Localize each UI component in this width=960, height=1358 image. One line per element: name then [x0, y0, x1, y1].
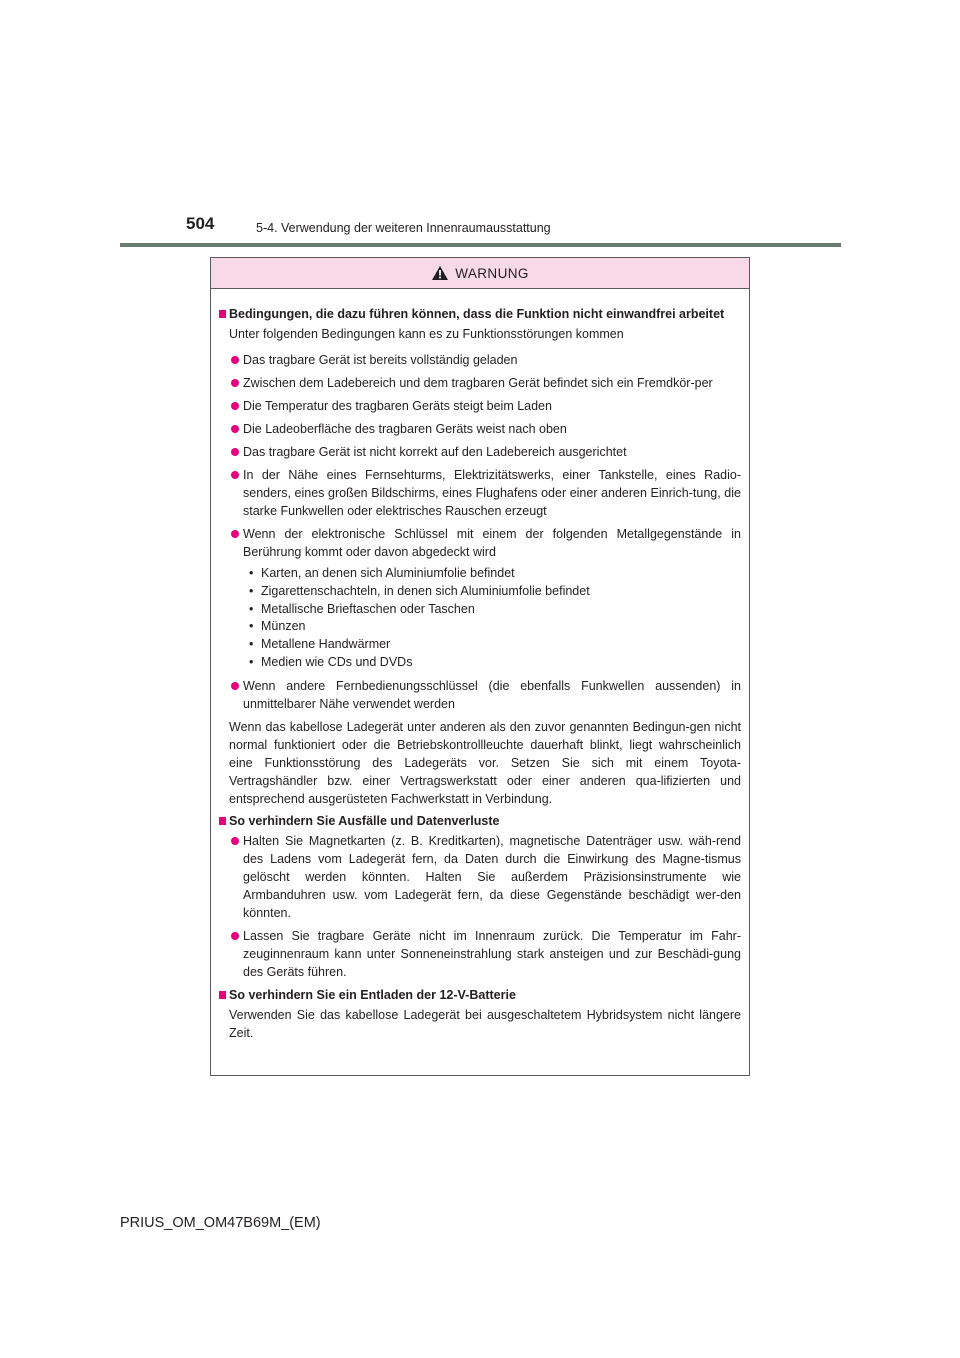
list-item-text: Wenn andere Fernbedienungsschlüssel (die ebenfalls Funkwellen aussenden) in unmittelbarer Nähe verwendet werden	[243, 678, 741, 711]
sub-list-item: • Zigarettenschachteln, in denen sich Aluminiumfolie befindet	[249, 583, 741, 601]
sub-list-item: • Metallische Brieftaschen oder Taschen	[249, 601, 741, 619]
list-item	[219, 420, 741, 438]
bullet-dot-icon	[231, 379, 239, 387]
section-heading	[219, 812, 741, 830]
bullet-dot-icon	[231, 682, 239, 690]
section-heading	[219, 986, 741, 1004]
list-item-text: Lassen Sie tragbare Geräte nicht im Innenraum zurück. Die Temperatur im Fahr-zeuginnenraum kann unter Sonneneinstrahlung stark ansteigen und zur Beschädi-gung des Geräts führen.	[243, 928, 741, 979]
list-item	[219, 443, 741, 461]
list-item	[219, 832, 741, 922]
warning-body	[211, 289, 749, 1042]
section-marker-icon	[219, 310, 226, 318]
section-outro: Wenn das kabellose Ladegerät unter anderen als den zuvor genannten Bedingun-gen nicht normal funktioniert oder die Betriebskontrollleuchte dauerhaft blinkt, liegt wahrscheinlich eine Funktionsstörung des Ladegeräts vor. Setzen Sie sich mit einem Toyota-Vertragshändler bzw. einer Vertragswerkstatt oder einer anderen qua-lifizierten und entsprechend ausgerüsteten Fachwerkstatt in Verbindung.	[229, 719, 741, 806]
section-text: Verwenden Sie das kabellose Ladegerät bei ausgeschaltetem Hybridsystem nicht längere Zeit.	[229, 1007, 741, 1040]
bullet-dot-icon	[231, 402, 239, 410]
section-heading-text: So verhindern Sie Ausfälle und Datenverluste	[229, 813, 500, 828]
section-heading-text: So verhindern Sie ein Entladen der 12-V-Batterie	[229, 987, 516, 1002]
list-item-text: In der Nähe eines Fernsehturms, Elektrizitätswerks, einer Tankstelle, eines Radio-senders, eines großen Bildschirms, eines Flughafens oder einer anderen Einrich-tung, die starke Funkwellen oder elektrisches Rauschen erzeugt	[243, 468, 741, 518]
bullet-dot-icon	[231, 448, 239, 456]
bullet-dot-icon	[231, 356, 239, 364]
list-item	[219, 466, 741, 520]
list-item	[219, 397, 741, 415]
section-marker-icon	[219, 991, 226, 999]
sub-list-item: • Karten, an denen sich Aluminiumfolie befindet	[249, 565, 741, 583]
bullet-dot-icon	[231, 837, 239, 845]
list-item-text: Zwischen dem Ladebereich und dem tragbaren Gerät befindet sich ein Fremdkör-per	[243, 376, 713, 390]
sub-list-item: • Metallene Handwärmer	[249, 636, 741, 654]
list-item-text: Die Temperatur des tragbaren Geräts steigt beim Laden	[243, 399, 552, 413]
section-heading	[219, 305, 741, 323]
section-intro: Unter folgenden Bedingungen kann es zu Funktionsstörungen kommen	[229, 327, 624, 341]
list-item	[219, 677, 741, 713]
warning-triangle-icon	[431, 265, 449, 281]
bullet-dot-icon	[231, 932, 239, 940]
sub-list-item: • Medien wie CDs und DVDs	[249, 654, 741, 672]
list-item-text: Das tragbare Gerät ist nicht korrekt auf den Ladebereich ausgerichtet	[243, 445, 627, 459]
chapter-title: 5-4. Verwendung der weiteren Innenraumausstattung	[256, 221, 551, 235]
bullet-dot-icon	[231, 471, 239, 479]
sub-list	[219, 565, 741, 672]
list-item-text: Wenn der elektronische Schlüssel mit einem der folgenden Metallgegenstände in Berührung kommt oder davon abgedeckt wird	[243, 527, 741, 559]
page-number: 504	[186, 214, 215, 233]
bullet-dot-icon	[231, 425, 239, 433]
warning-box	[210, 257, 750, 1076]
list-item	[219, 374, 741, 392]
header-rule	[120, 243, 841, 247]
section-marker-icon	[219, 817, 226, 825]
sub-list-item: • Münzen	[249, 618, 741, 636]
list-item-text: Das tragbare Gerät ist bereits vollständig geladen	[243, 353, 518, 367]
warning-header	[211, 258, 749, 289]
section-heading-text: Bedingungen, die dazu führen können, dass die Funktion nicht einwandfrei arbeitet	[229, 307, 725, 321]
list-item	[219, 351, 741, 369]
bullet-dot-icon	[231, 530, 239, 538]
list-item-text: Halten Sie Magnetkarten (z. B. Kreditkarten), magnetische Datenträger usw. wäh-rend des Ladens vom Ladegerät fern, da Daten durch die Einwirkung des Magne-tismus gelöscht werden könnten. Halten Sie außerdem Präzisionsinstrumente wie Armbanduhren usw. vom Ladegerät fern, da diese Gegenstände beschädigt wer-den könnten.	[243, 833, 741, 920]
footer-doc-code: PRIUS_OM_OM47B69M_(EM)	[120, 1215, 321, 1231]
warning-title: WARNUNG	[455, 265, 529, 281]
list-item	[219, 525, 741, 672]
list-item-text: Die Ladeoberfläche des tragbaren Geräts weist nach oben	[243, 422, 567, 436]
list-item	[219, 927, 741, 981]
